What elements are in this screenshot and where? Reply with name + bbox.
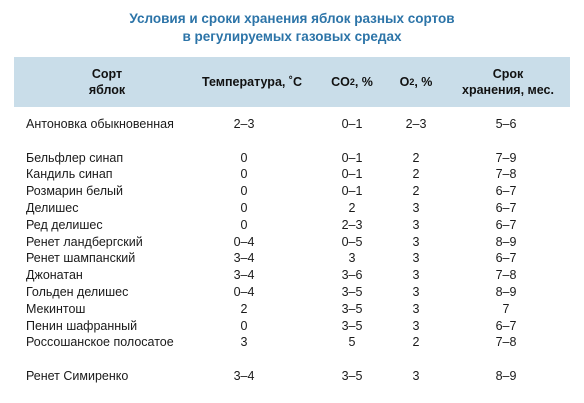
- cell-co2: 3–5: [341, 284, 363, 299]
- title-line-1: Условия и сроки хранения яблок разных сортов: [129, 11, 455, 26]
- header-term: [446, 57, 570, 107]
- cell-temperature: 2: [240, 301, 248, 316]
- cell-term: 8–9: [495, 284, 517, 299]
- cell-term: 6–7: [495, 184, 517, 199]
- cell-o2: 3: [412, 284, 420, 299]
- cell-o2: 3: [412, 318, 420, 333]
- cell-term: 6–7: [495, 200, 517, 215]
- cell-term: 7: [502, 301, 510, 316]
- cell-term: 7–8: [495, 268, 517, 283]
- cell-co2: 0–5: [341, 234, 363, 249]
- cell-term: 6–7: [495, 217, 517, 232]
- cell-temperature: 0: [240, 318, 248, 333]
- cell-variety: Антоновка обыкновенная: [26, 117, 174, 131]
- cell-co2: 0–1: [341, 184, 363, 199]
- cell-o2: 3: [412, 368, 420, 383]
- cell-co2: 5: [348, 335, 356, 350]
- cell-variety: Ред делишес: [26, 217, 103, 232]
- table-body: [14, 116, 570, 385]
- header-o2: O 2 , %: [399, 75, 433, 89]
- header-temperature: Температура, ˚С: [201, 75, 303, 89]
- cell-temperature: 2–3: [233, 117, 255, 131]
- cell-co2: 3–6: [341, 268, 363, 283]
- header-o2-prefix: O: [399, 75, 410, 89]
- cell-o2: 2: [412, 167, 420, 182]
- cell-temperature: 0: [240, 150, 248, 165]
- cell-o2: 3: [412, 251, 420, 266]
- cell-co2: 2: [348, 200, 356, 215]
- table-row: [14, 217, 570, 234]
- cell-variety: Ренет Симиренко: [26, 368, 129, 383]
- cell-o2: 3: [412, 268, 420, 283]
- cell-o2: 2: [412, 150, 420, 165]
- header-co2-suffix: , %: [354, 75, 373, 89]
- cell-term: 6–7: [495, 251, 517, 266]
- cell-temperature: 0: [240, 200, 248, 215]
- header-term-line2: хранения, мес.: [462, 83, 554, 97]
- cell-temperature: 0: [240, 184, 248, 199]
- cell-o2: 2–3: [405, 117, 427, 131]
- cell-temperature: 0–4: [233, 234, 255, 249]
- cell-variety: Россошанское полосатое: [26, 335, 174, 350]
- cell-o2: 3: [412, 234, 420, 249]
- table-row: [14, 267, 570, 284]
- header-co2: CO 2 , %: [331, 75, 373, 89]
- cell-term: 6–7: [495, 318, 517, 333]
- cell-o2: 3: [412, 217, 420, 232]
- cell-temperature: 0: [240, 217, 248, 232]
- cell-variety: Мекинтош: [26, 301, 86, 316]
- header-co2-prefix: CO: [331, 75, 350, 89]
- header-variety: [14, 57, 200, 107]
- cell-temperature: 0–4: [233, 284, 255, 299]
- table-row: [14, 234, 570, 251]
- table-title: [0, 10, 584, 46]
- cell-variety: Ренет шампанский: [26, 251, 136, 266]
- header-variety-line1: Сорт: [91, 67, 123, 81]
- cell-temperature: 0: [240, 167, 248, 182]
- cell-temperature: 3: [240, 335, 248, 350]
- table-row: [14, 284, 570, 301]
- cell-variety: Делишес: [26, 200, 79, 215]
- cell-co2: 3: [348, 251, 356, 266]
- cell-variety: Бельфлер синап: [26, 150, 124, 165]
- cell-term: 7–8: [495, 167, 517, 182]
- cell-temperature: 3–4: [233, 268, 255, 283]
- cell-o2: 3: [412, 301, 420, 316]
- cell-variety: Джонатан: [26, 268, 83, 283]
- table-row: [14, 183, 570, 200]
- table-row: [14, 166, 570, 183]
- cell-co2: 0–1: [341, 150, 363, 165]
- header-o2-suffix: , %: [414, 75, 433, 89]
- cell-term: 8–9: [495, 234, 517, 249]
- table-row: [14, 116, 570, 150]
- header-term-line1: Срок: [492, 67, 524, 81]
- cell-co2: 2–3: [341, 217, 363, 232]
- cell-co2: 0–1: [341, 167, 363, 182]
- cell-term: 7–9: [495, 150, 517, 165]
- title-line-2: в регулируемых газовых средах: [182, 29, 402, 44]
- cell-o2: 2: [412, 335, 420, 350]
- table-row: [14, 334, 570, 368]
- table-row: [14, 368, 570, 385]
- cell-co2: 3–5: [341, 301, 363, 316]
- table-row: [14, 318, 570, 335]
- header-variety-line2: яблок: [88, 83, 126, 97]
- cell-co2: 3–5: [341, 368, 363, 383]
- table-row: [14, 301, 570, 318]
- cell-temperature: 3–4: [233, 251, 255, 266]
- cell-term: 8–9: [495, 368, 517, 383]
- cell-term: 5–6: [495, 117, 517, 131]
- cell-variety: Пенин шафранный: [26, 318, 138, 333]
- cell-o2: 3: [412, 200, 420, 215]
- cell-variety: Ренет ландбергский: [26, 234, 143, 249]
- cell-variety: Кандиль синап: [26, 167, 113, 182]
- table-row: [14, 150, 570, 167]
- cell-term: 7–8: [495, 335, 517, 350]
- cell-temperature: 3–4: [233, 368, 255, 383]
- cell-co2: 3–5: [341, 318, 363, 333]
- table-row: [14, 200, 570, 217]
- cell-variety: Розмарин белый: [26, 184, 124, 199]
- table-header: [14, 57, 570, 107]
- table-row: [14, 250, 570, 267]
- cell-o2: 2: [412, 184, 420, 199]
- cell-variety: Гольден делишес: [26, 284, 129, 299]
- cell-co2: 0–1: [341, 117, 363, 131]
